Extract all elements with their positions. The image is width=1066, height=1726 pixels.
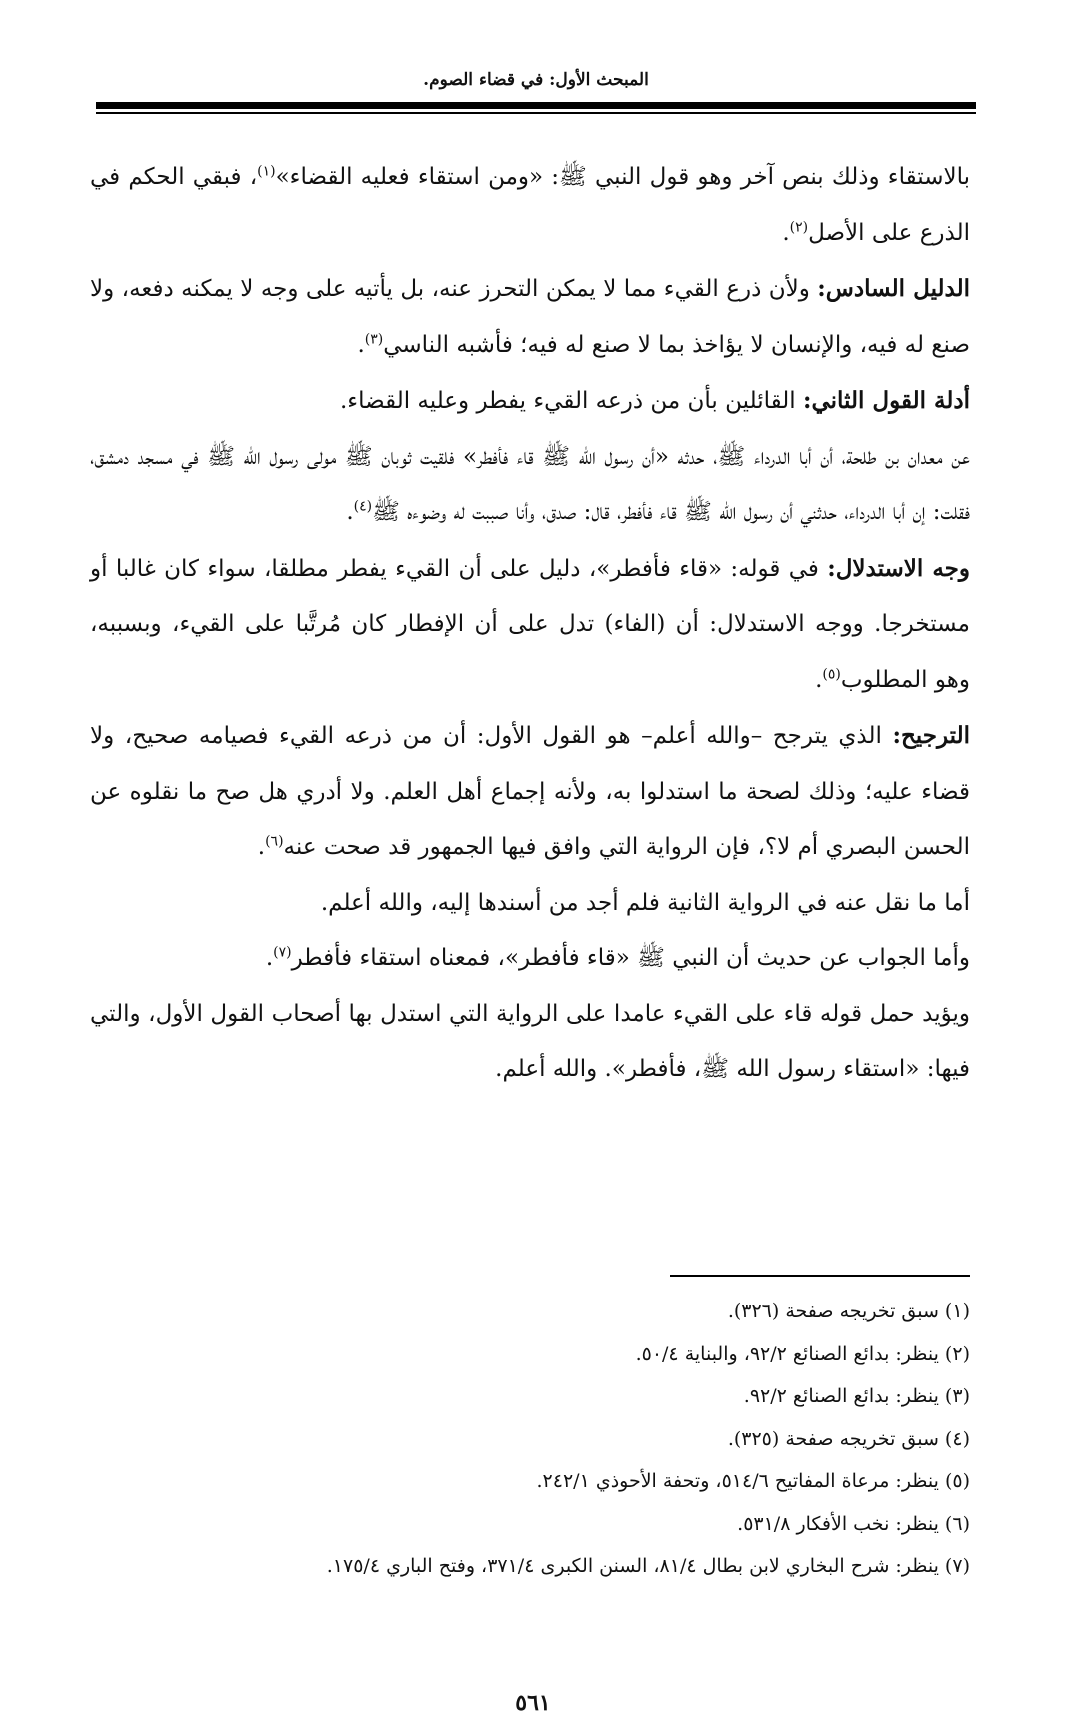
paragraph-text: في قوله: «قاء فأفطر»، دليل على أن القيء يفطر مطلقا، سواء كان غالبا أو مستخرجا. ووجه الاستدلال: أن (الفاء) تدل على أن الإفطار كان مُرتَّبا على القيء، وبسببه، وهو المطلوب xyxy=(90,555,970,693)
footnote-ref: (٥) xyxy=(822,665,841,682)
paragraph-end: . xyxy=(815,666,823,693)
page-number: ٥٦١ xyxy=(515,1690,551,1716)
footnotes xyxy=(90,1290,970,1588)
paragraph-text: أما ما نقل عنه في الرواية الثانية فلم أجد من أسندها إليه، والله أعلم. xyxy=(320,889,970,916)
footnote-ref: (٧) xyxy=(273,944,292,961)
footnote-6: (٦) ينظر: نخب الأفكار ٥٣١/٨. xyxy=(737,1512,970,1535)
paragraph-3 xyxy=(90,373,970,430)
paragraph-text: بالاستقاء وذلك بنص آخر وهو قول النبي ﷺ: «ومن استقاء فعليه القضاء» xyxy=(275,164,970,190)
paragraph-end: . xyxy=(265,945,274,971)
paragraph-2 xyxy=(90,261,970,373)
paragraph-end: . xyxy=(357,331,365,358)
paragraph-9 xyxy=(90,987,970,1098)
paragraph-text: الذي يترجح –والله أعلم– هو القول الأول: أن من ذرعه القيء فصيامه صحيح، ولا قضاء عليه؛ وذلك لصحة ما استدلوا به، ولأنه إجماع أهل العلم. ولا أدري هل صح ما نقلوه عن الحسن البصري أم لا؟، فإن الرواية التي وافق فيها الجمهور قد صحت عنه xyxy=(90,723,970,860)
footnote-ref: (٢) xyxy=(789,218,809,235)
header-rule-thin xyxy=(96,112,976,114)
header-rule xyxy=(96,102,976,109)
footnote-7: (٧) ينظر: شرح البخاري لابن بطال ٨١/٤، السنن الكبرى ٣٧١/٤، وفتح الباري ١٧٥/٤. xyxy=(326,1555,970,1577)
footnote-4: (٤) سبق تخريجه صفحة (٣٢٥). xyxy=(727,1427,970,1450)
footnote-ref: (١) xyxy=(257,163,276,180)
section-label: وجه الاستدلال: xyxy=(827,554,970,582)
section-label: الترجيح: xyxy=(892,722,970,749)
footnote-ref: (٣) xyxy=(364,330,384,347)
paragraph-4 xyxy=(90,430,970,541)
paragraph-end: . xyxy=(346,499,354,525)
paragraph-text: ولأن ذرع القيء مما لا يمكن التحرز عنه، بل يأتيه على وجه لا يمكنه دفعه، ولا صنع له فيه، والإنسان لا يؤاخذ بما لا صنع له فيه؛ فأشبه الناسي xyxy=(90,276,970,358)
paragraph-text: ، فبقي الحكم في الذرع على الأصل xyxy=(90,164,970,246)
footnote-5: (٥) ينظر: مرعاة المفاتيح ٥١٤/٦، وتحفة الأحوذي ٢٤٢/١. xyxy=(536,1470,970,1492)
footnote-separator xyxy=(670,1275,970,1277)
paragraph-text: القائلين بأن من ذرعه القيء يفطر وعليه القضاء. xyxy=(340,388,803,414)
footnote-2: (٢) ينظر: بدائع الصنائع ٩٢/٢، والبناية ٥٠/٤. xyxy=(635,1342,970,1365)
footnote-3: (٣) ينظر: بدائع الصنائع ٩٢/٢. xyxy=(743,1385,970,1407)
paragraph-text: وأما الجواب عن حديث أن النبي ﷺ «قاء فأفطر»، فمعناه استقاء فأفطر xyxy=(291,945,970,971)
paragraph-7 xyxy=(90,876,970,932)
paragraph-5 xyxy=(90,541,970,709)
paragraph-text: ويؤيد حمل قوله قاء على القيء عامدا على الرواية التي استدل بها أصحاب القول الأول، والتي فيها: «استقاء رسول الله ﷺ، فأفطر». والله أعلم. xyxy=(90,1000,970,1082)
footnote-ref: (٦) xyxy=(265,833,284,850)
section-label: الدليل السادس: xyxy=(817,275,970,302)
paragraph-6 xyxy=(90,708,970,876)
section-label: أدلة القول الثاني: xyxy=(802,387,970,414)
paragraph-end: . xyxy=(782,219,790,246)
running-header: المبحث الأول: في قضاء الصوم. xyxy=(423,70,649,90)
paragraph-text: عن معدان بن طلحة، أن أبا الدرداء ﷺ، حدثه «أن رسول الله ﷺ قاء فأفطر» فلقيت ثوبان ﷺ مولى رسول الله ﷺ في مسجد دمشق، فقلت: إن أبا الدرداء، حدثني أن رسول الله ﷺ قاء فأفطر، قال: صدق، وأنا صببت له وضوءه ﷺ xyxy=(90,443,970,525)
footnote-ref: (٤) xyxy=(353,498,373,515)
paragraph-1 xyxy=(90,150,970,261)
footnote-1: (١) سبق تخريجه صفحة (٣٢٦). xyxy=(727,1300,970,1322)
main-text xyxy=(90,150,970,1098)
paragraph-8 xyxy=(90,931,970,987)
paragraph-end: . xyxy=(257,834,266,860)
